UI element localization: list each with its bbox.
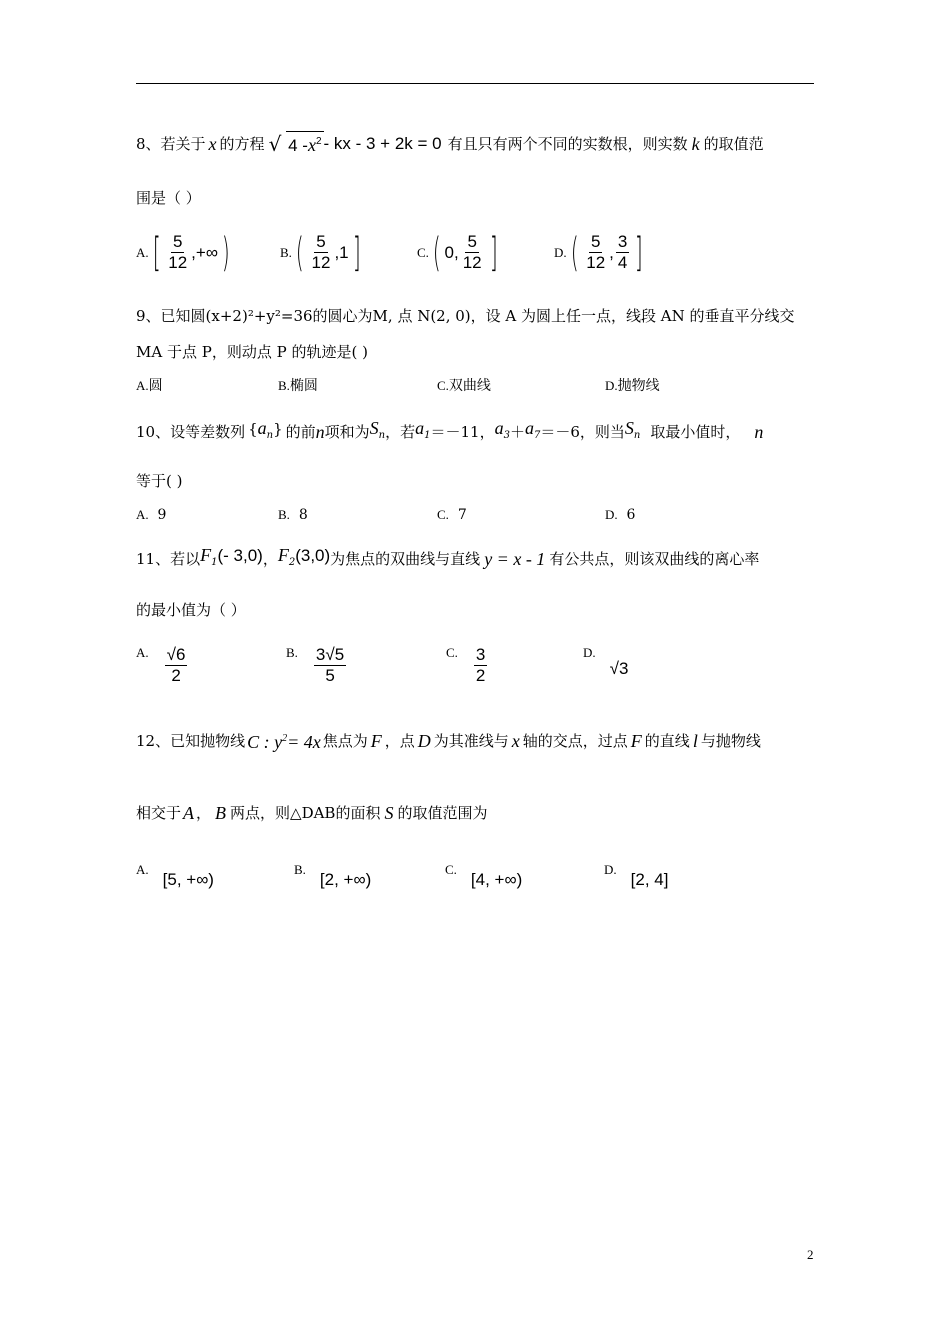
q9-stem-2: MA 于点 P，则动点 P 的轨迹是( ) (136, 343, 368, 361)
q11-option-a: A. $\frac{√6}{2}$ (136, 645, 186, 685)
q9-option-d: D.抛物线 (605, 378, 660, 394)
q10-option-c: C. 7 (437, 507, 467, 523)
q11-line2: 的最小值为（ ） (136, 601, 246, 619)
q8-option-b: B. ( $\frac{5}{12}$ ,1 ] (280, 229, 361, 276)
q11-option-d: D. √3 (583, 645, 629, 678)
q8-equation: - kx - 3 + 2k = 0 (323, 133, 442, 153)
q9-option-b: B.椭圆 (278, 378, 318, 394)
q8-tail: 的取值范 (703, 134, 764, 153)
q10-option-b: B. 8 (278, 507, 308, 523)
q8-radical: √ 4 -x2 (268, 132, 322, 156)
q8-line2 (136, 188, 201, 208)
q8-prefix: 8、若关于 (136, 134, 206, 153)
q8-suffix: 有且只有两个不同的实数根，则实数 (447, 134, 688, 153)
q10-option-d: D. 6 (605, 507, 636, 523)
q8-var-k: k (691, 133, 700, 154)
q9-line1 (136, 306, 795, 326)
q8-option-a: A. [ $\frac{5}{12}$ ,+∞ ) (136, 229, 230, 276)
page-number: 2 (807, 1247, 814, 1262)
q9-option-c: C.双曲线 (437, 378, 491, 394)
header-rule (136, 83, 814, 84)
q8-blank: 围是（ ） (136, 189, 201, 207)
q10-option-a: A. 9 (136, 507, 167, 523)
q10-line1: 10、设等差数列 {an} 的前 n 项和为 Sn ，若 a1 ＝－11， a3 ＋ a7 ＝－6，则当 Sn 取最小值时， n (136, 418, 764, 442)
q10-line2: 等于( ) (136, 472, 183, 490)
q12-line2: 相交于 A ， B 两点，则△DAB的面积 S 的取值范围为 (136, 803, 488, 823)
q8-option-d: D. ( $\frac{5}{12}$ , $\frac{3}{4}$ ] (554, 229, 644, 276)
q8-var-x: x (208, 133, 217, 154)
q11-line1: 11、若以 F1(- 3,0) ， F2(3,0) 为焦点的双曲线与直线 y = x - 1 有公共点，则该双曲线的离心率 (136, 545, 760, 569)
q8-mid: 的方程 (219, 134, 265, 153)
q12-option-d: D. [2, 4] (604, 862, 669, 889)
q11-option-c: C. $\frac{3}{2}$ (446, 645, 486, 685)
q9-stem: 9、已知圆(x+2)²+y²=36的圆心为M, 点 N(2, 0)，设 A 为圆上任一点，线段 AN 的垂直平分线交 (136, 307, 795, 325)
q12-option-a: A. [5, +∞) (136, 862, 214, 889)
q12-line1: 12、已知抛物线 C : y2= 4x 焦点为 F ，点 D 为其准线与 x 轴的交点，过点 F 的直线 l 与抛物线 (136, 730, 761, 752)
q8-option-c: C. ( 0, $\frac{5}{12}$ ] (417, 229, 498, 276)
q11-option-b: B. $\frac{3√5}{5}$ (286, 645, 345, 685)
q9-line2 (136, 342, 368, 362)
q12-option-c: C. [4, +∞) (445, 862, 523, 889)
q9-option-a: A.圆 (136, 378, 163, 394)
q8-line1 (136, 131, 764, 156)
q12-option-b: B. [2, +∞) (294, 862, 372, 889)
